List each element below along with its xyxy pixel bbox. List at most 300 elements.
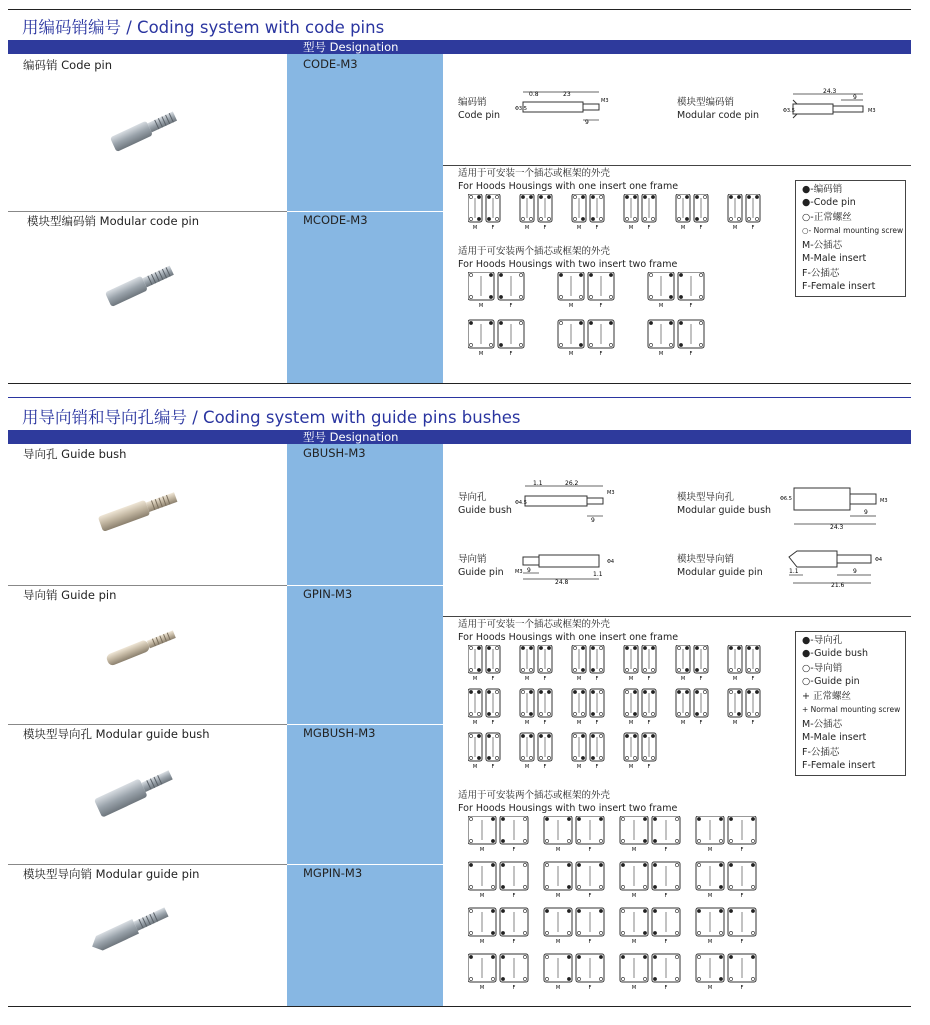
frame-pin (609, 295, 612, 298)
row-divider (8, 585, 287, 586)
frame-pin (495, 195, 498, 198)
frame-pin (579, 295, 582, 298)
frame-pin (649, 273, 652, 276)
frame-pin (491, 839, 494, 842)
frame-label: M (576, 764, 582, 770)
frame-pin (591, 712, 594, 715)
svg-text:9: 9 (864, 509, 868, 516)
svg-text:9: 9 (853, 94, 857, 101)
frame-pin (599, 734, 602, 737)
frame-pin (529, 690, 532, 693)
divider (443, 165, 911, 166)
frame-pin (621, 909, 624, 912)
frame-pin (695, 646, 698, 649)
frame-pin (477, 756, 480, 759)
frame-label: F (689, 303, 693, 309)
frame-pin (495, 712, 498, 715)
frame-label: F (699, 676, 703, 682)
frame-pin (523, 817, 526, 820)
frame-pin (669, 343, 672, 346)
frame-pin (477, 646, 480, 649)
frame-pin (685, 668, 688, 671)
frame-pin (625, 712, 628, 715)
frame-pin (697, 931, 700, 934)
frame-pin (643, 668, 646, 671)
frame-label: M (472, 225, 478, 231)
frame-pin (579, 343, 582, 346)
section2-top-line (8, 397, 911, 398)
frame-pin (523, 955, 526, 958)
frame-pin (729, 646, 732, 649)
frame-label: F (512, 985, 516, 991)
frame-pin (703, 690, 706, 693)
frame-label: F (699, 720, 703, 726)
svg-text:26.2: 26.2 (565, 480, 579, 487)
svg-text:21.6: 21.6 (831, 582, 845, 588)
frame-pin (669, 273, 672, 276)
frame-pin (547, 217, 550, 220)
frame-pin (529, 217, 532, 220)
frame-pin (747, 646, 750, 649)
frame-pin (643, 977, 646, 980)
frame-pin (589, 343, 592, 346)
frame-pin (729, 955, 732, 958)
frame-pin (495, 690, 498, 693)
frame-pin (703, 668, 706, 671)
frame-pin (643, 863, 646, 866)
frame-pin (643, 712, 646, 715)
frame-pin (523, 909, 526, 912)
frame-pin (703, 712, 706, 715)
frame-pin (477, 195, 480, 198)
section1-bottom-rule (8, 383, 911, 384)
row-model: MGBUSH-M3 (303, 726, 376, 740)
frame-pin (699, 273, 702, 276)
frame-pin (729, 885, 732, 888)
frame-pin (719, 955, 722, 958)
frame-pin (559, 321, 562, 324)
frame-label: F (751, 720, 755, 726)
frame-label: M (680, 225, 686, 231)
frame-label: M (479, 985, 485, 991)
frame-pin (469, 295, 472, 298)
frame-pin (677, 195, 680, 198)
frame-pin (675, 909, 678, 912)
frame-pin (501, 817, 504, 820)
frame-pin (599, 690, 602, 693)
frame-pin (699, 295, 702, 298)
frame-pin (577, 909, 580, 912)
frame-pin (729, 931, 732, 934)
frame-pin (751, 909, 754, 912)
frame-pin (491, 885, 494, 888)
frame-pin (539, 195, 542, 198)
frame-pin (573, 195, 576, 198)
frame-pin (643, 756, 646, 759)
frame-pin (643, 839, 646, 842)
frame-pin (477, 690, 480, 693)
frame-label: M (628, 720, 634, 726)
frame-pin (599, 839, 602, 842)
frame-label: F (543, 720, 547, 726)
frame-pin (729, 690, 732, 693)
frame-pin (621, 839, 624, 842)
frame-pin (539, 646, 542, 649)
frame-pin (547, 646, 550, 649)
frame-pin (469, 195, 472, 198)
frame-label: M (478, 303, 484, 309)
frame-pin (697, 955, 700, 958)
frame-pin (755, 712, 758, 715)
frame-pin (599, 909, 602, 912)
frame-pin (703, 646, 706, 649)
frame-pin (675, 863, 678, 866)
frame-pin (685, 217, 688, 220)
frame-pin (577, 817, 580, 820)
modular-code-pin-drawing (783, 86, 883, 131)
frame-pin (487, 712, 490, 715)
frame-pin (573, 646, 576, 649)
frame-pin (675, 931, 678, 934)
frame-label: F (740, 847, 744, 853)
frame-pin (547, 756, 550, 759)
frame-pin (755, 668, 758, 671)
svg-text:9: 9 (853, 568, 857, 575)
frame-pin (599, 955, 602, 958)
frame-pin (521, 668, 524, 671)
frame-pin (477, 668, 480, 671)
section1-header-bar (8, 40, 911, 54)
frame-pin (567, 909, 570, 912)
frame-label: F (595, 764, 599, 770)
frame-pin (547, 690, 550, 693)
frame-pin (737, 217, 740, 220)
frame-pin (651, 712, 654, 715)
frame-pin (729, 863, 732, 866)
frame-pin (621, 863, 624, 866)
frame-label: M (732, 676, 738, 682)
frame-pin (609, 273, 612, 276)
frame-pin (599, 817, 602, 820)
frame-pin (487, 668, 490, 671)
svg-text:Φ4.5: Φ4.5 (515, 500, 527, 506)
svg-text:M3: M3 (515, 569, 523, 575)
frame-pin (653, 955, 656, 958)
modular-code-pin-photo (95, 255, 185, 315)
frame-pin (539, 690, 542, 693)
frame-pin (519, 321, 522, 324)
section1-title: 用编码销编号 / Coding system with code pins (22, 18, 385, 37)
code-pin-drawing (515, 86, 610, 126)
frame-label: M (707, 847, 713, 853)
frame-label: F (588, 893, 592, 899)
frame-pin (521, 646, 524, 649)
frame-label: M (732, 720, 738, 726)
row-model: CODE-M3 (303, 57, 358, 71)
frame-pin (737, 646, 740, 649)
frame-pin (633, 712, 636, 715)
frame-label: M (472, 676, 478, 682)
svg-text:24.3: 24.3 (823, 88, 837, 95)
frame-pin (669, 321, 672, 324)
frame-pin (539, 734, 542, 737)
frame-pin (545, 817, 548, 820)
one-insert-frames (468, 194, 778, 234)
row-name: 模块型导向孔 Modular guide bush (23, 727, 210, 741)
guide-bush-photo (90, 480, 190, 540)
frame-pin (491, 909, 494, 912)
frame-pin (539, 217, 542, 220)
frame-pin (521, 756, 524, 759)
frame-pin (581, 668, 584, 671)
frame-pin (491, 863, 494, 866)
frame-pin (737, 195, 740, 198)
frame-label: F (512, 847, 516, 853)
frame-label: F (647, 225, 651, 231)
frame-pin (633, 195, 636, 198)
frame-pin (751, 931, 754, 934)
row-divider (287, 211, 443, 212)
frame-pin (621, 955, 624, 958)
frame-pin (491, 931, 494, 934)
frame-pin (487, 646, 490, 649)
frame-label: F (595, 720, 599, 726)
frame-pin (643, 817, 646, 820)
frame-pin (521, 217, 524, 220)
frame-pin (621, 817, 624, 820)
frame-pin (469, 839, 472, 842)
frame-pin (519, 343, 522, 346)
frame-pin (559, 273, 562, 276)
frame-label: M (628, 676, 634, 682)
frame-pin (491, 977, 494, 980)
one-insert-frames (468, 645, 778, 775)
frame-pin (489, 321, 492, 324)
frame-pin (747, 668, 750, 671)
frame-pin (599, 863, 602, 866)
row-model: GBUSH-M3 (303, 446, 366, 460)
frame-pin (649, 295, 652, 298)
frame-pin (679, 321, 682, 324)
frame-pin (539, 712, 542, 715)
frame-pin (469, 217, 472, 220)
frame-pin (489, 273, 492, 276)
frame-pin (577, 885, 580, 888)
frame-pin (685, 646, 688, 649)
frame-pin (729, 195, 732, 198)
frame-pin (599, 646, 602, 649)
frame-pin (581, 756, 584, 759)
frame-pin (521, 712, 524, 715)
frame-pin (751, 863, 754, 866)
frame-pin (747, 195, 750, 198)
frame-label: F (599, 351, 603, 357)
frame-label: M (524, 676, 530, 682)
frame-pin (495, 217, 498, 220)
frame-pin (523, 863, 526, 866)
svg-text:1.1: 1.1 (789, 568, 799, 575)
frame-pin (751, 817, 754, 820)
frame-pin (469, 909, 472, 912)
frame-pin (581, 195, 584, 198)
row-name: 模块型编码销 Modular code pin (27, 214, 199, 228)
frame-label: M (576, 676, 582, 682)
frame-pin (529, 195, 532, 198)
row-divider (287, 585, 443, 586)
frame-pin (487, 756, 490, 759)
frame-label: F (647, 764, 651, 770)
frame-label: F (751, 225, 755, 231)
frame-label: F (751, 676, 755, 682)
frame-pin (699, 343, 702, 346)
frame-pin (495, 734, 498, 737)
frame-pin (677, 690, 680, 693)
frame-label: M (555, 985, 561, 991)
frame-pin (751, 977, 754, 980)
frame-label: M (680, 720, 686, 726)
frame-label: M (479, 893, 485, 899)
frame-pin (581, 690, 584, 693)
frame-pin (609, 343, 612, 346)
one-insert-caption: 适用于可安装一个插芯或框架的外壳 For Hoods Housings with one insert one frame (458, 168, 679, 192)
frame-pin (699, 321, 702, 324)
frame-pin (499, 273, 502, 276)
frame-label: M (479, 939, 485, 945)
frame-pin (677, 712, 680, 715)
frame-label: M (631, 939, 637, 945)
frame-pin (643, 195, 646, 198)
frame-label: F (509, 303, 513, 309)
frame-pin (501, 955, 504, 958)
frame-pin (573, 668, 576, 671)
frame-pin (695, 712, 698, 715)
svg-text:24.3: 24.3 (830, 524, 844, 530)
frame-label: M (576, 720, 582, 726)
frame-pin (577, 977, 580, 980)
frame-pin (729, 839, 732, 842)
frame-pin (633, 217, 636, 220)
svg-text:1.1: 1.1 (533, 480, 543, 487)
frame-label: M (472, 720, 478, 726)
frame-pin (489, 343, 492, 346)
frame-pin (651, 690, 654, 693)
frame-pin (651, 217, 654, 220)
frame-pin (487, 690, 490, 693)
frame-pin (529, 756, 532, 759)
frame-grid (468, 816, 778, 1001)
frame-pin (573, 734, 576, 737)
svg-text:Φ4: Φ4 (875, 557, 883, 563)
modular-guide-bush-drawing (780, 478, 890, 530)
frame-pin (651, 668, 654, 671)
frame-pin (599, 712, 602, 715)
frame-pin (477, 217, 480, 220)
frame-pin (469, 931, 472, 934)
frame-label: M (707, 939, 713, 945)
svg-text:1.1: 1.1 (593, 571, 603, 578)
frame-pin (643, 690, 646, 693)
frame-pin (487, 195, 490, 198)
frame-pin (755, 217, 758, 220)
frame-pin (633, 756, 636, 759)
frame-label: F (664, 985, 668, 991)
frame-pin (469, 885, 472, 888)
frame-pin (547, 712, 550, 715)
frame-pin (677, 646, 680, 649)
guide-pin-drawing (515, 543, 620, 585)
frame-pin (675, 885, 678, 888)
frame-label: M (524, 225, 530, 231)
frame-pin (589, 273, 592, 276)
frame-pin (737, 668, 740, 671)
frame-pin (751, 955, 754, 958)
frame-label: F (491, 720, 495, 726)
frame-pin (625, 690, 628, 693)
frame-pin (545, 909, 548, 912)
frame-pin (547, 734, 550, 737)
frame-pin (747, 712, 750, 715)
modular-guide-pin-photo (82, 898, 182, 958)
frame-pin (495, 668, 498, 671)
frame-pin (567, 931, 570, 934)
frame-pin (529, 668, 532, 671)
frame-label: M (658, 303, 664, 309)
frame-pin (591, 668, 594, 671)
frame-pin (573, 690, 576, 693)
frame-pin (577, 863, 580, 866)
row-model: MGPIN-M3 (303, 866, 363, 880)
svg-text:9: 9 (591, 517, 595, 523)
designation-header: 型号 Designation (303, 430, 399, 444)
frame-pin (591, 756, 594, 759)
frame-label: M (524, 764, 530, 770)
frame-pin (643, 646, 646, 649)
frame-pin (653, 863, 656, 866)
code-pin-photo (100, 100, 190, 160)
frame-label: F (647, 720, 651, 726)
frame-pin (581, 712, 584, 715)
frame-pin (621, 977, 624, 980)
row-divider (8, 724, 287, 725)
modular-guide-pin-drawing (783, 543, 888, 588)
modular-code-pin-label: 模块型编码销 Modular code pin (677, 97, 760, 121)
frame-label: M (631, 847, 637, 853)
divider (443, 616, 911, 617)
frame-pin (469, 712, 472, 715)
modular-guide-bush-label: 模块型导向孔 Modular guide bush (677, 492, 772, 516)
frame-label: M (631, 893, 637, 899)
frame-label: F (588, 985, 592, 991)
frame-pin (573, 217, 576, 220)
frame-pin (499, 295, 502, 298)
frame-label: F (491, 225, 495, 231)
frame-pin (695, 690, 698, 693)
frame-label: F (595, 676, 599, 682)
frame-label: M (732, 225, 738, 231)
frame-pin (567, 863, 570, 866)
frame-pin (747, 217, 750, 220)
frame-pin (633, 690, 636, 693)
frame-label: M (524, 720, 530, 726)
frame-label: M (680, 676, 686, 682)
frame-pin (653, 909, 656, 912)
frame-pin (651, 756, 654, 759)
frame-pin (599, 195, 602, 198)
frame-pin (469, 273, 472, 276)
svg-text:24.8: 24.8 (555, 579, 569, 585)
guide-pin-photo (95, 618, 185, 678)
frame-label: M (478, 351, 484, 357)
